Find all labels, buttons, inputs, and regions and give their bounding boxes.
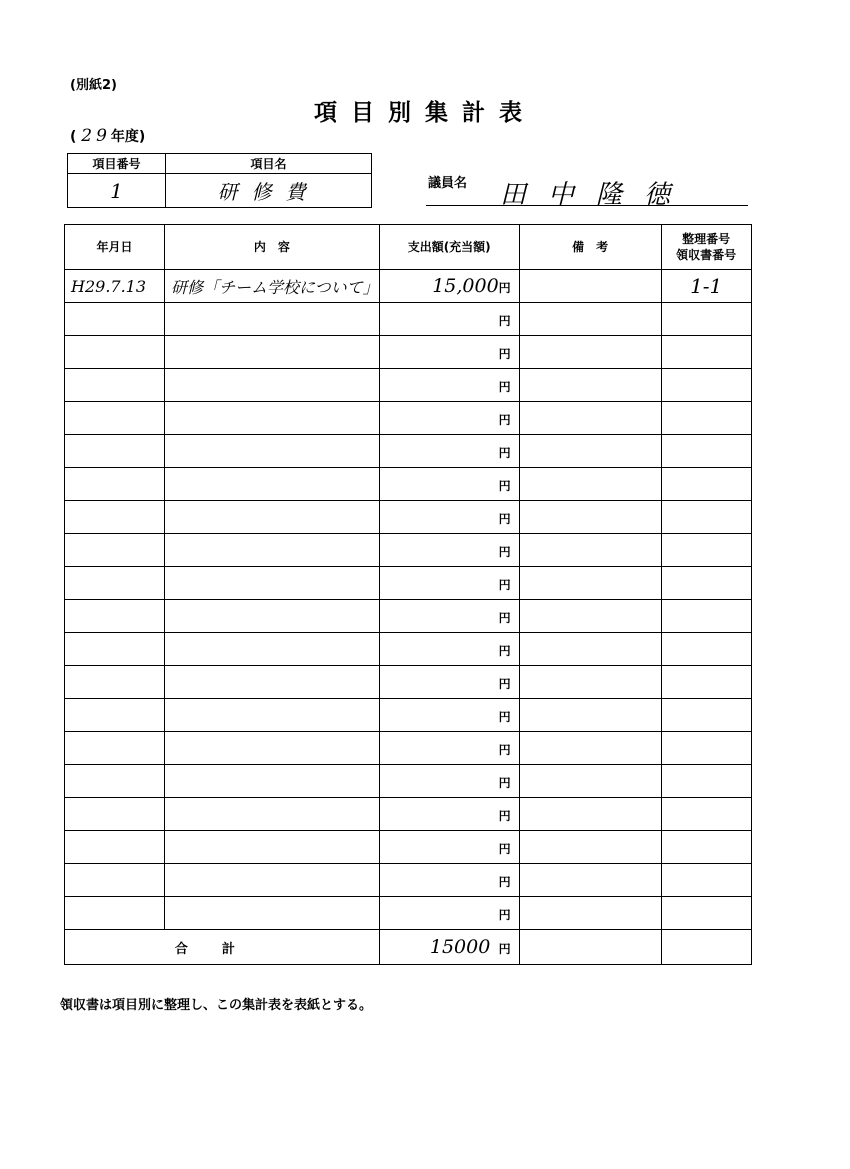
table-header-row [65,225,752,270]
row-remarks [519,402,661,435]
row-content [165,303,380,336]
row-amount-cell [379,864,519,897]
row-remarks [519,798,661,831]
row-amount-cell [379,402,519,435]
row-remarks [519,369,661,402]
table-row [65,798,752,831]
item-number-value: 1 [68,174,166,208]
table-row [65,633,752,666]
row-ref [661,501,751,534]
row-remarks [519,699,661,732]
yen-label: 円 [498,743,511,757]
member-underline [426,205,748,206]
expense-table [64,224,752,965]
yen-label: 円 [498,545,511,559]
row-date [65,699,165,732]
row-remarks [519,303,661,336]
row-ref [661,567,751,600]
row-ref [661,765,751,798]
row-remarks [519,600,661,633]
yen-label: 円 [498,347,511,361]
row-amount-cell [379,765,519,798]
table-row [65,402,752,435]
row-content [165,897,380,930]
row-content [165,468,380,501]
year-open: ( [70,129,77,145]
row-date [65,534,165,567]
total-row [65,930,752,965]
total-ref [661,930,751,965]
row-content [165,402,380,435]
table-row [65,897,752,930]
row-remarks [519,864,661,897]
item-name-value: 研修費 [166,174,372,208]
yen-label: 円 [498,644,511,658]
row-amount-cell [379,798,519,831]
row-date [65,798,165,831]
row-date [65,501,165,534]
row-amount-cell [379,633,519,666]
row-remarks [519,567,661,600]
row-date [65,897,165,930]
row-ref [661,831,751,864]
total-yen: 円 [498,942,511,956]
row-amount-cell [379,501,519,534]
table-row [65,435,752,468]
row-amount-cell [379,567,519,600]
yen-label: 円 [498,413,511,427]
row-remarks [519,732,661,765]
yen-label: 円 [498,479,511,493]
row-remarks [519,666,661,699]
yen-label: 円 [498,710,511,724]
row-content [165,666,380,699]
row-date [65,369,165,402]
table-row [65,732,752,765]
yen-label: 円 [498,842,511,856]
table-row [65,270,752,303]
yen-label: 円 [498,512,511,526]
row-ref [661,303,751,336]
row-ref [661,798,751,831]
row-remarks [519,633,661,666]
row-date [65,633,165,666]
total-amount-cell [379,930,519,965]
row-amount-cell [379,468,519,501]
row-date [65,402,165,435]
row-ref [661,402,751,435]
row-ref [661,897,751,930]
row-content [165,369,380,402]
page-title: 項目別集計表 [314,100,536,126]
year-suffix: 年度) [110,129,146,145]
row-ref [661,435,751,468]
row-remarks [519,501,661,534]
total-remarks [519,930,661,965]
row-amount-cell [379,666,519,699]
row-content: 研修「チーム学校について」 [165,270,380,303]
row-ref [661,633,751,666]
yen-label: 円 [498,611,511,625]
row-content [165,633,380,666]
row-content [165,765,380,798]
row-amount-cell [379,270,519,303]
row-ref [661,600,751,633]
yen-label: 円 [498,677,511,691]
row-content [165,864,380,897]
row-amount-cell [379,699,519,732]
table-row [65,303,752,336]
total-label: 合計 [65,930,380,965]
row-content [165,567,380,600]
row-date: H29.7.13 [65,270,165,303]
yen-label: 円 [498,578,511,592]
row-ref [661,468,751,501]
row-amount-cell [379,831,519,864]
row-date [65,435,165,468]
row-amount-cell [379,534,519,567]
row-date [65,765,165,798]
content-header: 内 容 [165,225,380,270]
row-amount-cell [379,732,519,765]
row-ref [661,699,751,732]
row-date [65,864,165,897]
row-remarks [519,270,661,303]
yen-label: 円 [498,809,511,823]
row-content [165,798,380,831]
row-content [165,435,380,468]
row-remarks [519,897,661,930]
table-row [65,501,752,534]
row-date [65,468,165,501]
table-row [65,567,752,600]
row-content [165,336,380,369]
table-row [65,864,752,897]
member-name: 田中隆徳 [500,180,693,210]
table-row [65,765,752,798]
row-amount: 15,000 [432,275,499,297]
row-content [165,501,380,534]
ref-header-line1: 整理番号 [682,232,731,246]
row-date [65,666,165,699]
row-amount-cell [379,600,519,633]
fiscal-year [70,126,145,146]
row-remarks [519,831,661,864]
row-ref [661,534,751,567]
row-amount-cell [379,897,519,930]
yen-label: 円 [498,446,511,460]
total-amount: 15000 [429,936,491,958]
row-ref [661,864,751,897]
row-ref [661,336,751,369]
date-header: 年月日 [65,225,165,270]
table-row [65,666,752,699]
row-amount-cell [379,303,519,336]
yen-label: 円 [498,908,511,922]
row-date [65,303,165,336]
yen-label: 円 [498,875,511,889]
member-label: 議員名 [428,176,468,191]
item-number-header: 項目番号 [68,154,166,174]
row-content [165,534,380,567]
row-remarks [519,336,661,369]
annex-label: (別紙2) [70,78,117,93]
row-ref [661,732,751,765]
yen-label: 円 [498,776,511,790]
remarks-header: 備 考 [519,225,661,270]
ref-header-line2: 領収書番号 [676,248,737,262]
row-ref [661,666,751,699]
table-row [65,831,752,864]
row-date [65,567,165,600]
row-content [165,600,380,633]
row-remarks [519,468,661,501]
row-amount-cell [379,336,519,369]
item-table [67,153,372,208]
row-content [165,831,380,864]
row-date [65,600,165,633]
yen-label: 円 [498,314,511,328]
table-row [65,369,752,402]
row-amount-cell [379,369,519,402]
ref-header [661,225,751,270]
row-remarks [519,435,661,468]
amount-header: 支出額(充当額) [379,225,519,270]
table-row [65,600,752,633]
yen-label: 円 [498,281,511,295]
year-value: 29 [81,126,111,146]
row-date [65,336,165,369]
row-remarks [519,534,661,567]
row-ref: 1-1 [661,270,751,303]
row-date [65,732,165,765]
row-amount-cell [379,435,519,468]
table-row [65,336,752,369]
row-date [65,831,165,864]
row-ref [661,369,751,402]
row-remarks [519,765,661,798]
table-row [65,534,752,567]
yen-label: 円 [498,380,511,394]
table-row [65,699,752,732]
row-content [165,699,380,732]
row-content [165,732,380,765]
footer-note: 領収書は項目別に整理し、この集計表を表紙とする。 [60,998,373,1013]
item-name-header: 項目名 [166,154,372,174]
table-row [65,468,752,501]
